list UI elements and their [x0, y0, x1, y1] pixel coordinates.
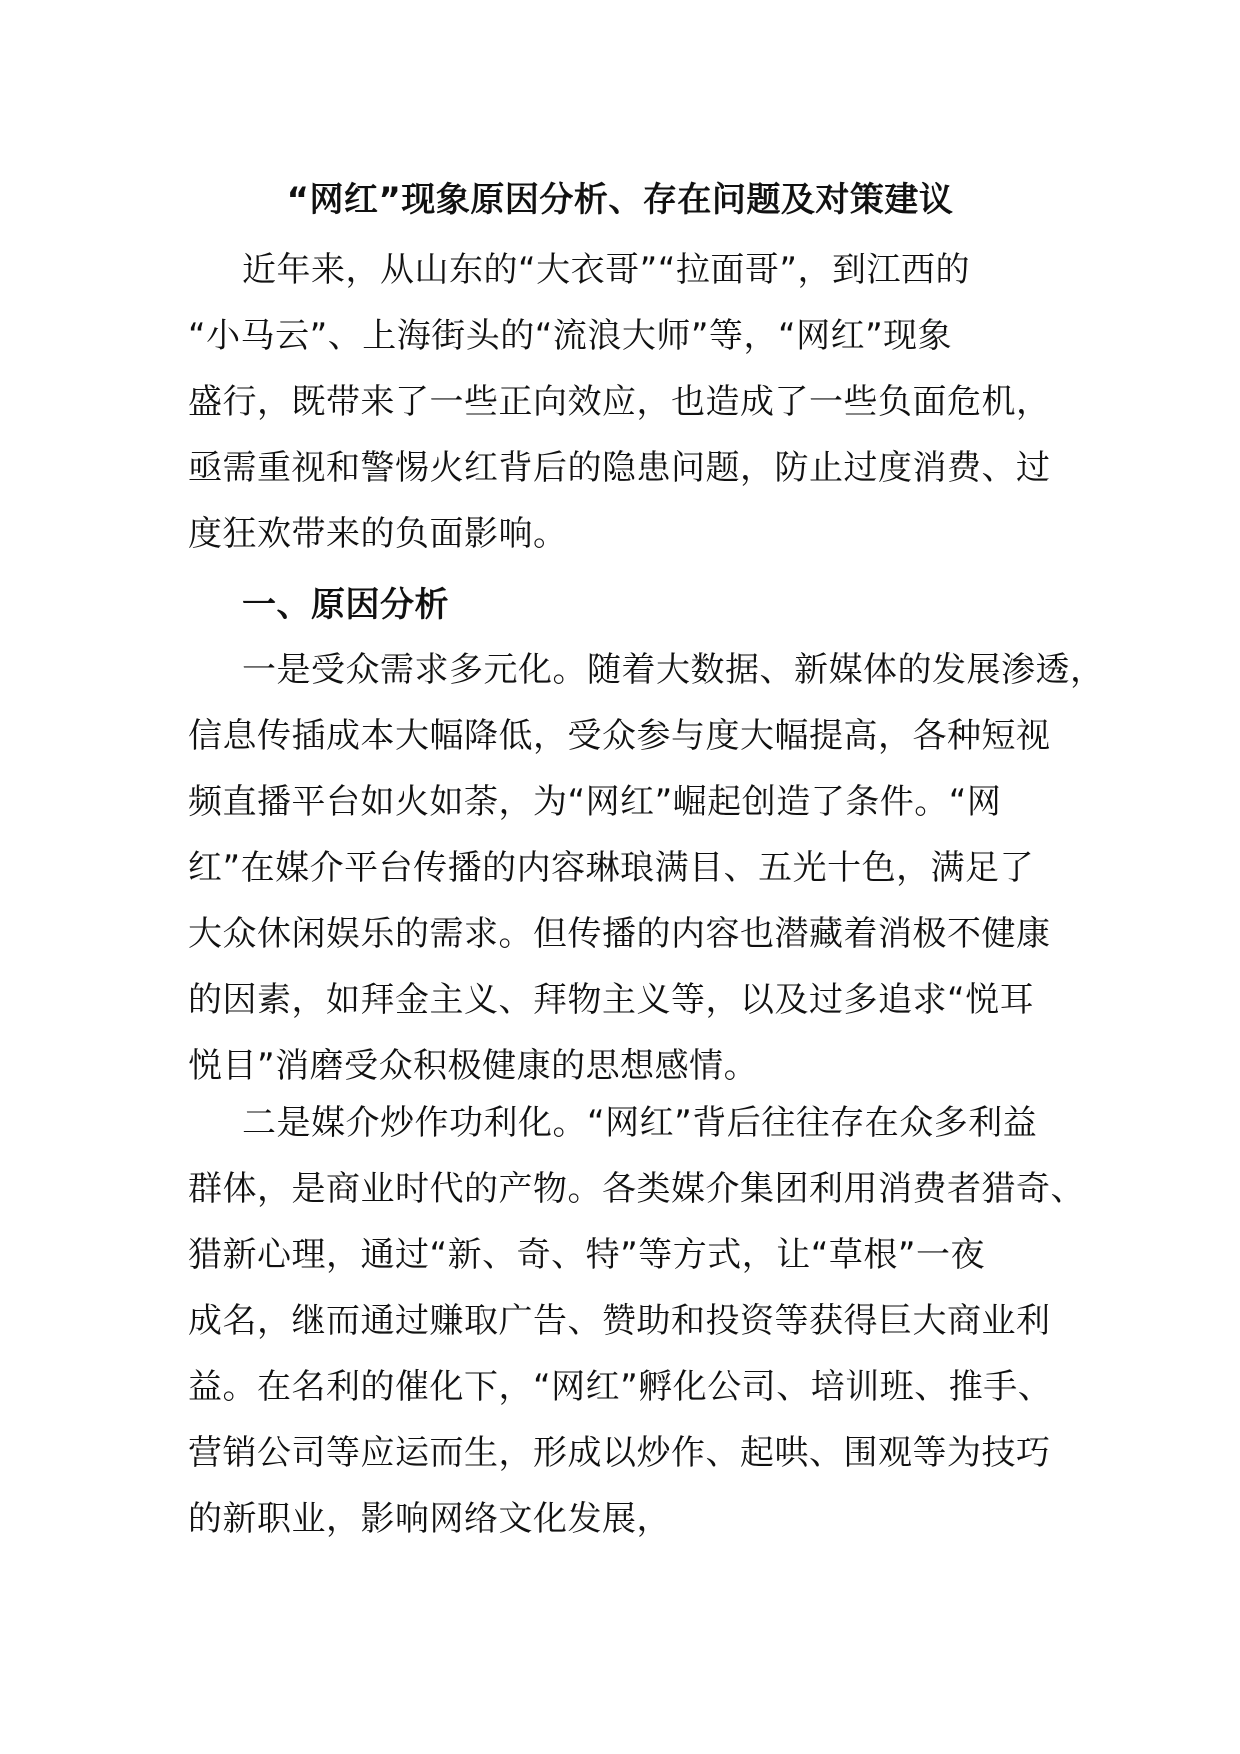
paragraph-line: 的因素，如拜金主义、拜物主义等，以及过多追求“悦耳 [188, 980, 1035, 1020]
section-heading: 一、原因分析 [242, 585, 449, 625]
paragraph-line: 成名，继而通过赚取广告、赞助和投资等获得巨大商业利 [188, 1301, 1051, 1341]
paragraph-line: 红”在媒介平台传播的内容琳琅满目、五光十色，满足了 [188, 848, 1035, 888]
paragraph-line: 二是媒介炒作功利化。“网红”背后往往存在众多利益 [242, 1103, 1038, 1143]
paragraph-line: 悦目”消磨受众积极健康的思想感情。 [188, 1046, 759, 1086]
paragraph-line: 度狂欢带来的负面影响。 [188, 514, 568, 554]
point-two-paragraph [188, 1090, 1088, 1552]
paragraph-line: 猎新心理，通过“新、奇、特”等方式，让“草根”一夜 [188, 1235, 985, 1275]
document-title: “网红”现象原因分析、存在问题及对策建议 [286, 180, 954, 220]
paragraph-line: 盛行，既带来了一些正向效应，也造成了一些负面危机， [188, 382, 1051, 422]
paragraph-line: 一是受众需求多元化。随着大数据、新媒体的发展渗透， [242, 650, 1105, 690]
paragraph-line: 亟需重视和警惕火红背后的隐患问题，防止过度消费、过 [188, 448, 1051, 488]
paragraph-line: 群体，是商业时代的产物。各类媒介集团利用消费者猎奇、 [188, 1169, 1085, 1209]
intro-paragraph [188, 237, 1088, 567]
paragraph-line: 近年来，从山东的“大衣哥”“拉面哥”，到江西的 [242, 250, 970, 290]
paragraph-line: 益。在名利的催化下，“网红”孵化公司、培训班、推手、 [188, 1367, 1053, 1407]
paragraph-line: 信息传插成本大幅降低，受众参与度大幅提高，各种短视 [188, 716, 1051, 756]
point-one-paragraph [188, 637, 1105, 1099]
paragraph-line: 的新职业，影响网络文化发展， [188, 1499, 671, 1539]
paragraph-line: 营销公司等应运而生，形成以炒作、起哄、围观等为技巧 [188, 1433, 1051, 1473]
paragraph-line: 大众休闲娱乐的需求。但传播的内容也潜藏着消极不健康 [188, 914, 1051, 954]
paragraph-line: 频直播平台如火如荼，为“网红”崛起创造了条件。“网 [188, 782, 1002, 822]
paragraph-line: “小马云”、上海街头的“流浪大师”等，“网红”现象 [188, 316, 953, 356]
